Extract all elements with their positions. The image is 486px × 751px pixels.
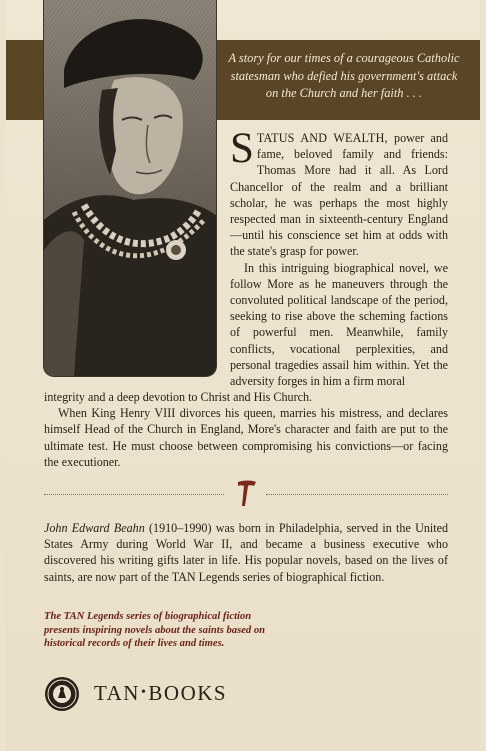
publisher-separator: • <box>140 685 148 700</box>
thomas-more-portrait <box>44 0 216 376</box>
paragraph-1-text: power and fame, beloved family and friends: Thomas More had it all. As Lord Chancellor of the realm and a brilliant scholar, he was perhaps the most highly respected man in sixteenth-century England—until his conscience set him at odds with the state's grasp for power. <box>230 131 448 259</box>
divider-line-left <box>44 494 224 495</box>
synopsis-paragraph-3: When King Henry VIII divorces his queen, marries his mistress, and declares himself Head of the Church in England, More's character and faith are put to the ultimate test. He must choose between compromising his convictions—or facing the executioner. <box>44 406 448 469</box>
author-bio-text: (1910–1990) was born in Philadelphia, served in the United States Army during World War II, and became a business executive who discovered his writing gifts later in life. His popular novels, based on the lives of saints, are now part of the TAN Legends series of biographical fiction. <box>44 521 448 584</box>
tan-books-seal-icon <box>44 676 80 712</box>
series-note: The TAN Legends series of biographical fiction presents inspiring novels about the saints based on historical records of their lives and times. <box>44 611 266 650</box>
synopsis-paragraph-2-continued: integrity and a deep devotion to Christ and His Church. <box>44 390 313 404</box>
author-name: John Edward Beahn <box>44 521 145 535</box>
divider-line-right <box>266 494 448 495</box>
publisher-name-right: BOOKS <box>148 681 228 705</box>
portrait-engraving <box>44 0 216 376</box>
author-bio <box>44 520 448 585</box>
synopsis-paragraph-2: In this intriguing biographical novel, we follow More as he maneuvers through the convoluted political landscape of the period, seeking to rise above the scheming factions of powerful men. Meanwhile, family conflicts, vocational perplexities, and personal tragedies assail him within. Yet the adversity forges in him a firm moral <box>230 260 448 389</box>
opening-small-caps: TATUS AND WEALTH, <box>256 131 388 145</box>
ornamental-glyph-icon <box>234 478 258 508</box>
synopsis-paragraph-1 <box>230 125 448 260</box>
drop-cap: S <box>230 125 254 172</box>
tagline: A story for our times of a courageous Catholic statesman who defied his government's attack on the Church and her faith . . . <box>228 51 460 100</box>
publisher-name-left: TAN <box>94 681 140 705</box>
synopsis <box>230 125 448 389</box>
publisher-name <box>94 681 227 706</box>
section-divider <box>44 484 448 504</box>
synopsis-continued <box>44 389 448 470</box>
